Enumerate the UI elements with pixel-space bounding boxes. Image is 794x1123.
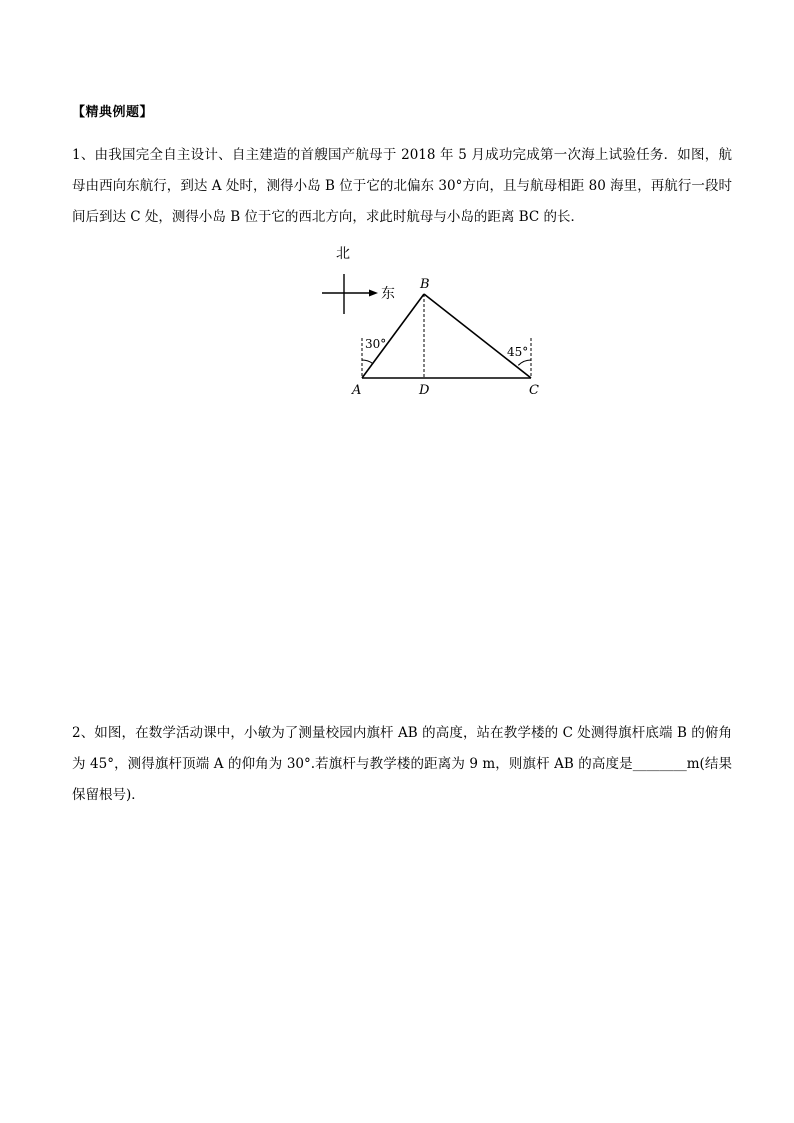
north-label: 北	[336, 246, 350, 262]
problem-1-text: 1、由我国完全自主设计、自主建造的首艘国产航母于 2018 年 5 月成功完成第一次海上试验任务．如图，航母由西向东航行，到达 A 处时，测得小岛 B 位于它的北偏东 30°方向，且与航母相距 80 海里，再航行一段时间后到达 C 处，测得小岛 B 位于它的西北方向，求此时航母与小岛的距离 BC 的长．	[72, 147, 732, 225]
diagram-svg	[318, 242, 548, 398]
side-ab	[362, 294, 424, 378]
point-a-label: A	[352, 383, 362, 398]
east-label: 东	[381, 286, 395, 302]
section-title: 【精典例题】	[72, 105, 154, 120]
problem-2-text: 2、如图，在数学活动课中，小敏为了测量校园内旗杆 AB 的高度，站在教学楼的 C 处测得旗杆底端 B 的俯角为 45°，测得旗杆顶端 A 的仰角为 30°.若旗杆与教学楼的距离为 9 m，则旗杆 AB 的高度是________m(结果保留根号)．	[72, 725, 732, 803]
compass-icon	[322, 274, 378, 314]
point-c-label: C	[529, 383, 539, 398]
angle-arc-a	[362, 360, 373, 364]
angle-arc-c	[518, 360, 531, 365]
angle-c-label: 45°	[507, 345, 529, 359]
side-bc	[424, 294, 531, 378]
point-b-label: B	[420, 277, 430, 292]
point-d-label: D	[419, 383, 430, 398]
angle-a-label: 30°	[365, 337, 387, 351]
navigation-diagram	[318, 242, 548, 398]
